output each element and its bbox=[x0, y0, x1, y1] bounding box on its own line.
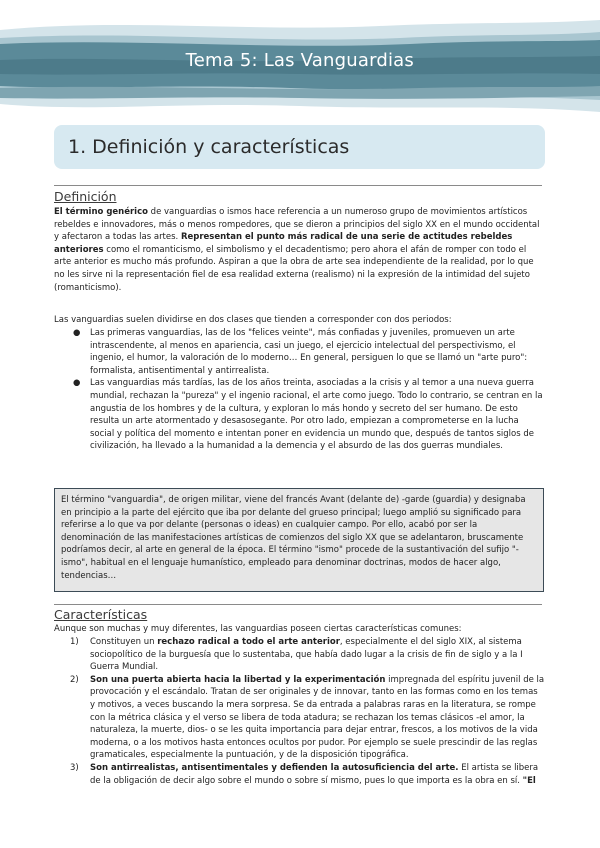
list-number: 3) bbox=[70, 762, 79, 773]
characteristics-intro: Aunque son muchas y muy diferentes, las vanguardias poseen ciertas características comunes: bbox=[54, 624, 462, 634]
periods-intro: Las vanguardias suelen dividirse en dos clases que tienden a corresponder con dos periodos: bbox=[54, 315, 452, 325]
list-item-text: Las primeras vanguardias, las de los "felices veinte", más confiadas y juveniles, promueven un arte intrascendente, al menos en apariencia, casi un juego, el ejercicio intelectual del perspectivismo, el ingenio, el humor, la valoración de lo moderno… En general, persiguen lo que se llamó un "arte puro": formalista, antisentimental y antirrealista. bbox=[90, 328, 528, 376]
divider-definicion bbox=[54, 185, 542, 186]
bullet-icon: ● bbox=[73, 378, 81, 389]
divider-caracteristicas bbox=[54, 604, 542, 605]
definition-paragraph bbox=[54, 206, 544, 294]
characteristic-run-bold: Son antirrealistas, antisentimentales y defienden la autosuficiencia del arte. bbox=[90, 762, 459, 773]
list-item bbox=[70, 636, 545, 674]
characteristics-list bbox=[70, 636, 545, 787]
list-item-text bbox=[90, 763, 538, 786]
document-title: Tema 5: Las Vanguardias bbox=[185, 50, 414, 71]
periods-list bbox=[70, 327, 545, 453]
definition-run-text: como el romanticismo, el simbolismo y el decadentismo; pero ahora el afán de romper con todo el arte anterior es mucho más profundo. Aspiran a que la obra de arte sea independiente de la realidad, por lo que no les sirve ni la representación fiel de esa realidad externa (realismo) ni la expresión de la intimidad del sujeto (romanticismo). bbox=[54, 244, 534, 293]
characteristic-run-bold: Son una puerta abierta hacia la libertad y la experimentación bbox=[90, 674, 386, 685]
bullet-icon: ● bbox=[73, 328, 81, 338]
characteristic-run-text: impregnada del espíritu juvenil de la provocación y el escándalo. Tratan de ser originales y de innovar, tanto en las formas como en los temas y motivos, a veces buscando la mera sorpresa. Se da entrada a palabras raras en la literatura, se rompe con la métrica clásica y el verso se libera de toda atadura; se rechazan los temas clásicos -el amor, la naturaleza, la muerte, dios- o se les quita importancia para dejar entrar, frescos, a los motivos de la vida moderna, o a los motivos hasta entonces ocultos por pudor. Por ejemplo se suele prescindir de las reglas gramaticales, especialmente la puntuación, y de la disposición tipográfica. bbox=[90, 674, 545, 761]
section-title: 1. Definición y características bbox=[68, 136, 350, 158]
definition-run-text: de vanguardias o ismos hace referencia a un numeroso grupo de movimientos artísticos rebeldes e innovadores, más o menos rompedores, que se dieron a principios del siglo XX en el mundo occidental y afectaron a todas las artes. bbox=[54, 207, 540, 243]
characteristic-run-bold: "El bbox=[522, 775, 536, 786]
etymology-note-text: El término "vanguardia", de origen militar, viene del francés Avant (delante de) -garde (guardia) y designaba en principio a la parte del ejército que iba por delante del grueso principal; luego amplió su significado para referirse a lo que va por delante (personas o ideas) en cualquier campo. Por ello, acabó por ser la denominación de las manifestaciones artísticas de comienzos del siglo XX que se adelantaron, bruscamente podríamos decir, al arte en general de la época. El término "ismo" procede de la sustantivación del sufijo "-ismo", habitual en el lenguaje humanístico, empleado para denominar doctrinas, modos de hacer algo, tendencias… bbox=[61, 495, 526, 581]
list-number: 2) bbox=[70, 674, 79, 685]
characteristic-run-bold: rechazo radical a todo el arte anterior bbox=[157, 637, 340, 647]
section-title-box bbox=[54, 125, 545, 169]
definition-run-bold: Representan el punto más radical de una serie de actitudes rebeldes anteriores bbox=[54, 232, 513, 255]
list-item bbox=[70, 762, 545, 787]
list-item bbox=[70, 327, 545, 377]
etymology-note-box bbox=[54, 488, 544, 592]
list-number: 1) bbox=[70, 637, 79, 647]
list-item-text bbox=[90, 637, 523, 672]
subheading-caracteristicas: Características bbox=[54, 607, 148, 622]
list-item bbox=[70, 377, 545, 453]
list-item-text bbox=[90, 675, 544, 761]
characteristic-run-text: , especialmente el del siglo XIX, al sistema sociopolítico de la burguesía que lo sustentaba, que había dado lugar a la crisis de fin de siglo y a la I Guerra Mundial. bbox=[90, 637, 523, 673]
characteristic-run-text: El artista se libera de la obligación de decir algo sobre el mundo o sobre sí mismo, pues lo que importa es la obra en sí. bbox=[90, 762, 539, 786]
subheading-definicion: Definición bbox=[54, 189, 117, 204]
list-item bbox=[70, 674, 545, 762]
list-item-text: Las vanguardias más tardías, las de los años treinta, asociadas a la crisis y al temor a una nueva guerra mundial, rechazan la "pureza" y el ingenio racional, el arte como juego. Todo lo contrario, se centran en la angustia de los hombres y de la cultura, y exploran lo más hondo y secreto del ser humano. De esto resulta un arte atormentado y desasosegante. Por otro lado, empiezan a comprometerse en la lucha social y política del momento e intentan poner en evidencia un mundo que, después de tantos siglos de civilización, ha llevado a la humanidad a la demencia y el absurdo de las dos guerras mundiales. bbox=[90, 378, 543, 452]
characteristic-run-text: Constituyen un bbox=[90, 637, 158, 647]
header-banner bbox=[0, 0, 600, 118]
definition-run-bold: El término genérico bbox=[54, 207, 148, 217]
